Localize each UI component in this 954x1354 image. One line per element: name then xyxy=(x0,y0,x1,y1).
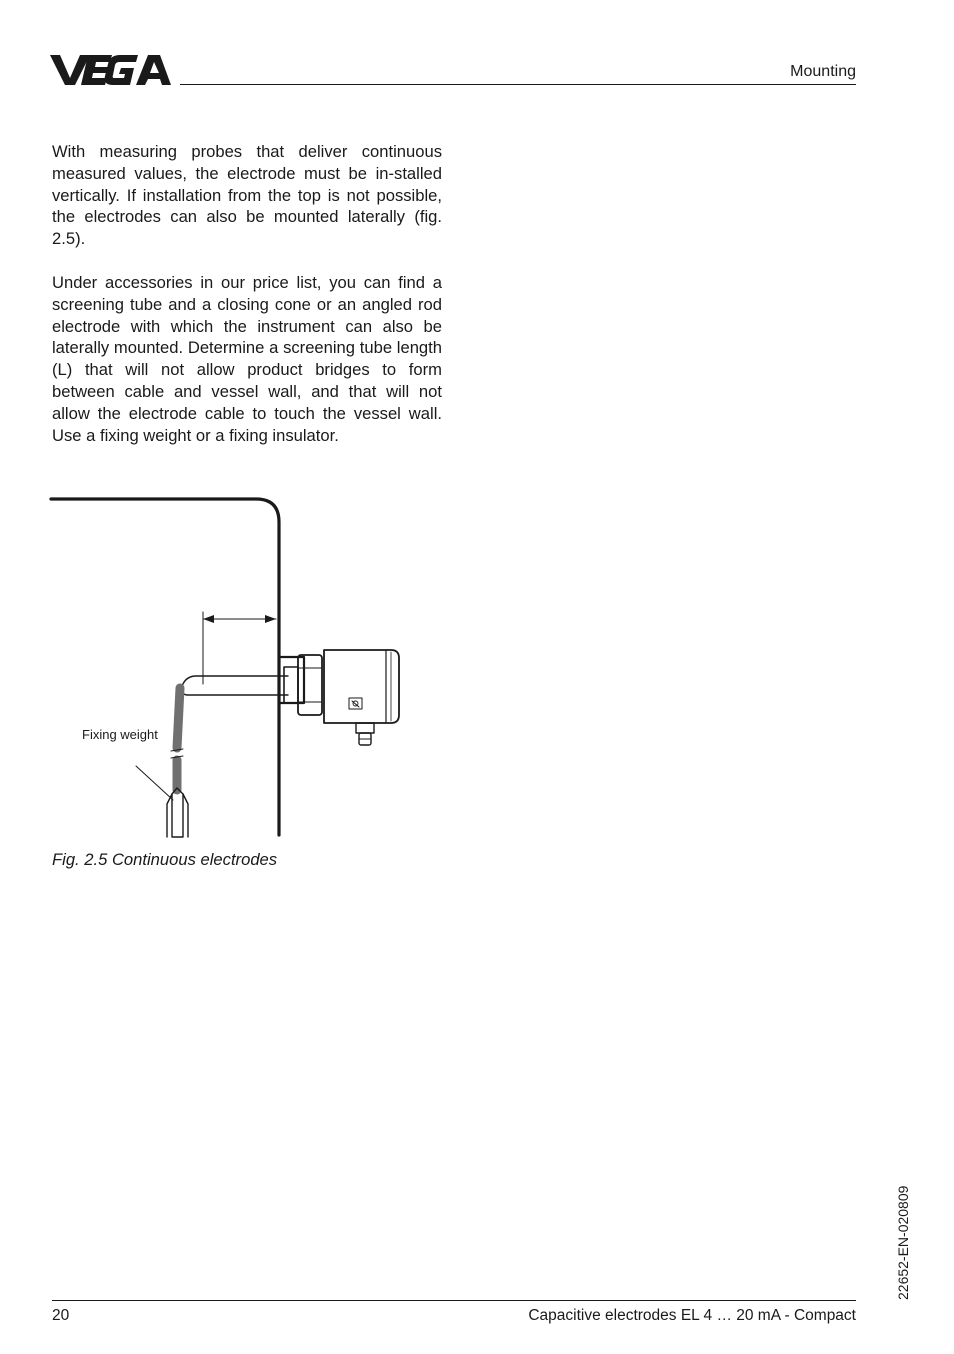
header-rule xyxy=(180,84,856,85)
fixing-weight xyxy=(172,788,183,837)
paragraph-1: With measuring probes that deliver continuous measured values, the electrode must be in-stalled vertically. If installation from the top is not possible, the electrodes can also be mounted laterally (fig. 2.5). xyxy=(52,142,442,249)
mounting-illustration xyxy=(46,490,426,850)
electrode-cable xyxy=(177,688,180,748)
vega-logo xyxy=(50,52,172,88)
document-id: 22652-EN-020809 xyxy=(895,1185,911,1300)
footer-rule xyxy=(52,1300,856,1301)
fixing-weight-label: Fixing weight xyxy=(82,727,158,742)
section-title: Mounting xyxy=(790,63,856,80)
document-title: Capacitive electrodes EL 4 … 20 mA - Compact xyxy=(528,1307,856,1324)
paragraph-2: Under accessories in our price list, you can find a screening tube and a closing cone or an angled rod electrode with which the instrument can also be laterally mounted. Determine a screening tube length (L) that will not allow product bridges to form between cable and vessel wall, and that will not allow the electrode cable to touch the vessel wall. Use a fixing weight or a fixing insulator. xyxy=(52,273,442,445)
page-number: 20 xyxy=(52,1307,70,1324)
electronics-housing xyxy=(324,650,399,723)
screening-tube xyxy=(182,676,288,695)
cable-gland xyxy=(356,723,374,733)
figure-caption: Fig. 2.5 Continuous electrodes xyxy=(52,850,278,869)
vessel-wall xyxy=(51,499,279,835)
